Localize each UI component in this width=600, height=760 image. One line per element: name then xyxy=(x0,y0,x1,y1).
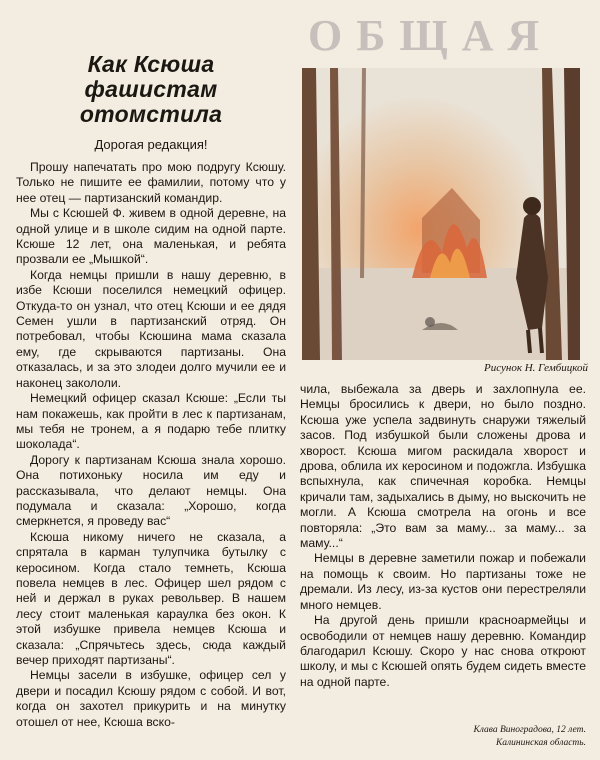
article-title xyxy=(16,52,286,127)
paragraph: Мы с Ксюшей Ф. живем в одной деревне, на одной улице и в школе сидим на одной парте. Ксюше 12 лет, она маленькая, и ребята прозвали ее „Мышкой“. xyxy=(16,206,286,267)
article-right-column xyxy=(300,382,586,702)
signature-name: Клава Виноградова, 12 лет. xyxy=(473,725,586,735)
illustration-drawing xyxy=(302,68,580,360)
section-header: ОБЩАЯ xyxy=(308,11,554,60)
paragraph: Дорогу к партизанам Ксюша знала хорошо. Она потихоньку носила им еду и рассказывала, что делают немцы. Она подумала и сказала: „Хорошо, когда смеркнется, я проведу вас“ xyxy=(16,452,286,529)
greeting: Дорогая редакция! xyxy=(94,137,208,152)
signature-region: Калининская область. xyxy=(495,738,586,748)
article-left-column xyxy=(16,40,286,758)
paragraph: Прошу напечатать про мою подругу Ксюшу. Только не пишите ее фамилии, потому что у нее отец — партизанский командир. xyxy=(16,160,286,205)
title-line: Как Ксюша xyxy=(87,51,215,77)
paragraph: Когда немцы пришли в нашу деревню, в избе Ксюши поселился немецкий офицер. Откуда-то он узнал, что отец Ксюши и ее дядя Семен ушли в партизанский отряд. Он потребовал, чтобы Ксюшина мама сказала ему, где скрываются партизаны. Она отказалась, и за это злодеи долго мучили ее и наконец закололи. xyxy=(16,267,286,390)
illustration-burning-hut xyxy=(302,68,580,360)
paragraph: Ксюша никому ничего не сказала, а спрятала в карман тулупчика бутылку с керосином. Когда стало темнеть, Ксюша повела немцев в лес. Офицер шел рядом с ней и держал в руках револьвер. В нашем лесу стоит маленькая караулка без окон. К этой избушке привела немцев Ксюша и сказала: „Спрячьтесь здесь, сюда каждый вечер приходят партизаны“. xyxy=(16,529,286,667)
paragraph: На другой день пришли красноармейцы и освободили от немцев нашу деревню. Командир благодарил Ксюшу. Скоро у нас снова откроют школу, и мы с Ксюшей опять будем сидеть вместе на одной парте. xyxy=(300,613,586,689)
illustration-caption: Рисунок Н. Гембицкой xyxy=(483,362,588,374)
paragraph: Немецкий офицер сказал Ксюше: „Если ты нам покажешь, как пройти в лес к партизанам, мы тебя не тронем, а я подарю тебе плитку шоколада“. xyxy=(16,391,286,452)
title-line: фашистам xyxy=(84,76,218,102)
author-signature xyxy=(380,724,586,750)
paragraph: Немцы в деревне заметили пожар и побежали на помощь к своим. Но партизаны тоже не дремали. Из лесу, из-за кустов они перестреляли много немцев. xyxy=(300,551,586,612)
paragraph: Немцы засели в избушке, офицер сел у двери и посадил Ксюшу рядом с собой. И вот, когда он захотел прикурить и на минутку отошел от нее, Ксюша вско- xyxy=(16,668,286,729)
paragraph: чила, выбежала за дверь и захлопнула ее. Немцы бросились к двери, но было поздно. Ксюша уже успела задвинуть снаружи тяжелый засов. Под избушкой были сложены дрова и хворост. Ксюша мигом раскидала хворост и дрова, облила их керосином и подожгла. Избушка вспыхнула, как спичечная коробка. Немцы кричали там, задыхались в дыму, но выскочить не могли. А Ксюша смотрела на огонь и все повторяла: „Это вам за маму... за маму... за маму...“ xyxy=(300,382,586,551)
title-line: отомстила xyxy=(79,101,223,127)
